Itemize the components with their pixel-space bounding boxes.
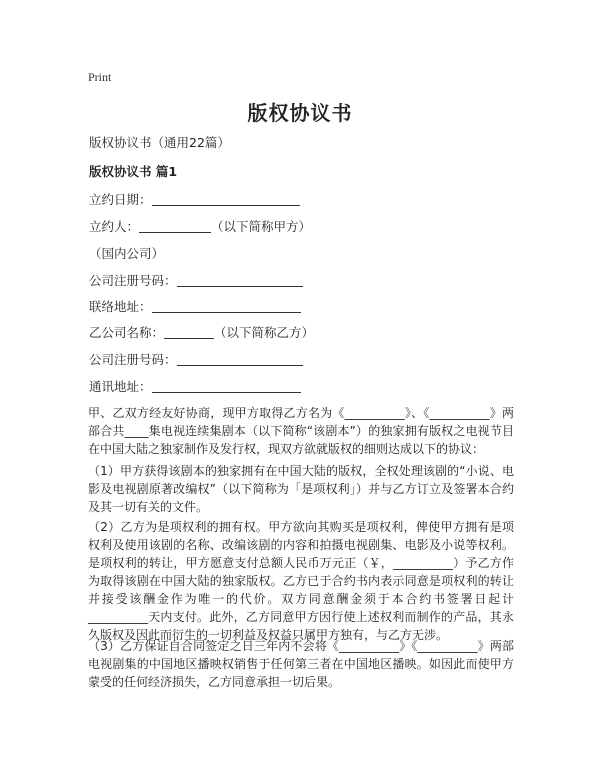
document-title: 版权协议书 [247, 101, 353, 125]
blank-line [152, 379, 301, 393]
field-domestic [89, 244, 164, 262]
paragraph-clause-2: （2）乙方为是项权利的拥有权。甲方欲向其购买是项权利，俾使甲方拥有是项权利及使用该剧的名称、改编该剧的内容和拍摄电视剧集、电影及小说等权利。是项权利的转让，甲方愿意支付总额人民币万元正（￥，__________）予乙方作为取得该剧在中国大陆的独家版权。乙方已于合约书内表示同意是项权利的转让并接受该酬金作为唯一的代价。双方同意酬金须于本合约书签署日起计__________天内支付。此外，乙方同意甲方因行使上述权利而制作的产品，其永久版权及因此而衍生的一切利益及权益只属甲方独有，与乙方无涉。 [88, 520, 514, 642]
blank-line [152, 299, 301, 313]
paragraph-clause-1: （1）甲方获得该剧本的独家拥有在中国大陆的版权，全权处理该剧的“小说、电影及电视剧原著改编权”（以下简称为「是项权利」）并与乙方订立及签署本合约及其一切有关的文件。 [88, 464, 514, 514]
field-label: 联络地址： [89, 299, 152, 314]
field-party-b-name [89, 323, 314, 341]
field-label: 立约人： [89, 219, 140, 234]
field-note: （以下简称甲方） [211, 219, 312, 234]
paragraph-intro: 甲、乙双方经友好协商，现甲方取得乙方名为《__________》、《__________》两部合共____集电视连续集剧本（以下简称“该剧本”）的独家拥有版权之电视节目在中国大陆之独家制作及发行权，现双方欲就版权的细则达成以下的协议： [88, 406, 514, 456]
section-heading: 版权协议书 篇1 [89, 164, 178, 179]
paragraph-clause-3: （3）乙方保证自合同签定之日三年内不会将《__________》《__________》两部电视剧集的中国地区播映权销售于任何第三者在中国地区播映。如因此而使甲方蒙受的任何经济损失，乙方同意承担一切后果。 [88, 639, 514, 689]
field-party-a [89, 217, 311, 235]
field-date [89, 190, 300, 208]
field-note: （以下简称乙方） [214, 325, 315, 340]
field-label: 乙公司名称： [89, 325, 165, 340]
blank-line [177, 273, 303, 287]
field-reg-no-a [89, 271, 303, 289]
field-mail-address [89, 377, 301, 395]
blank-line [177, 352, 303, 366]
field-label: 立约日期： [89, 192, 152, 207]
field-label: （国内公司） [89, 246, 165, 261]
field-reg-no-b [89, 350, 303, 368]
document-subtitle: 版权协议书（通用22篇） [89, 135, 230, 150]
field-contact-address [89, 297, 301, 315]
field-label: 通讯地址： [89, 379, 152, 394]
field-label: 公司注册号码： [89, 352, 177, 367]
print-link[interactable]: Print [88, 70, 112, 84]
field-label: 公司注册号码： [89, 273, 177, 288]
blank-line [164, 325, 214, 339]
blank-line [139, 219, 211, 233]
blank-line [152, 192, 300, 206]
